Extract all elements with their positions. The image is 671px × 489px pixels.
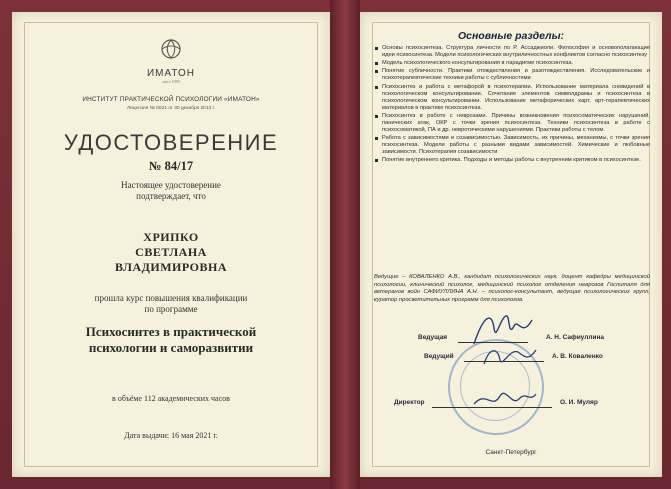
sign2-role: Ведущий xyxy=(424,353,454,360)
program-title xyxy=(12,324,330,356)
license-line: Лицензия № 0021 от 30 декабря 2013 г. xyxy=(126,106,216,111)
city-name: Санкт-Петербург xyxy=(485,449,537,456)
right-page xyxy=(360,12,662,477)
issue-date: Дата выдачи: 16 мая 2021 г. xyxy=(124,431,218,440)
lead-instructors-text: Ведущие – КОВАЛЕНКО А.В., кандидат психологических наук, доцент кафедры медицинской психологии, клинический психолог, медицинский психолог отделения неврозов Госпиталя для ветеранов войн САФИУЛЛИНА А.Н. – психолог-консультант, ведущая психологических групп, куратор просветительных программ для психологов. xyxy=(374,274,650,303)
document-title: УДОСТОВЕРЕНИЕ xyxy=(63,130,279,155)
intro-line-2: подтверждает, что xyxy=(136,191,206,201)
section-item: Понятие внутреннего критика. Подходы и методы работы с внутренним критиком в психосинтезе. xyxy=(374,157,650,164)
institute-name: ИНСТИТУТ ПРАКТИЧЕСКОЙ ПСИХОЛОГИИ «ИМАТОН» xyxy=(82,96,260,103)
brand-name: ИМАТОН xyxy=(146,68,196,79)
handwritten-signature-2 xyxy=(480,342,540,370)
section-item: Модель психологического консультирования в парадигме психосинтеза. xyxy=(374,60,650,67)
course-text xyxy=(12,293,330,315)
program-line-1: Психосинтез в практической xyxy=(85,324,257,339)
imaton-logo-icon xyxy=(156,34,186,64)
intro-line-1: Настоящее удостоверение xyxy=(121,180,221,190)
holder-patronymic: ВЛАДИМИРОВНА xyxy=(114,260,227,274)
section-item: Психосинтез в работе с неврозами. Причины возникновения психосоматических нарушений, панических атак, ОКР с точки зрения психосинтеза. Техники психосинтеза в работе с психосоматикой, ПА и др. невротическими нарушениями. Практики работы с телом. xyxy=(374,113,650,134)
program-line-2: психологии и саморазвитии xyxy=(88,340,254,355)
section-item: Психосинтез и работа с метафорой в психотерапии. Использование материала сновидений в психологическом консультировании. Сочетание элементов символдрамы и психосинтеза в психологическом консультировании. Использование метафорических карт, арт-терапевтических материалов в практике психосинтеза. xyxy=(374,84,650,112)
sign3-role: Директор xyxy=(394,399,425,406)
holder-first-name: СВЕТЛАНА xyxy=(135,245,207,259)
sign3-name: О. И. Муляр xyxy=(560,399,598,406)
intro-text xyxy=(12,180,330,202)
section-item: Понятие субличности. Практики отождествления и разотождествления. Исследовательские и психотерапевтические техники работы с субличностями xyxy=(374,68,650,82)
course-line-1: прошла курс повышения квалификации xyxy=(94,293,248,303)
section-item: Работа с зависимостями и созависимостью. Зависимость, их причины, механизмы, с точки зрения психосинтеза. Модели работы с разными видами зависимостей. Химические и любовные зависимости. Психотерапия созависимости xyxy=(374,135,650,156)
sign2-name: А. В. Коваленко xyxy=(552,353,603,360)
left-page xyxy=(12,12,330,477)
brand-subtitle: since 1990 xyxy=(162,79,180,84)
document-number: № 84/17 xyxy=(148,159,194,173)
cover-spine xyxy=(330,0,360,489)
holder-surname: ХРИПКО xyxy=(143,230,199,244)
sign1-name: А. Н. Сафиуллина xyxy=(546,334,605,341)
sections-title: Основные разделы: xyxy=(457,30,565,42)
section-item: Основы психосинтеза. Структура личности по Р. Ассаджиоли. Философия и основополагающие идеи психосинтеза. Модели психологических внутриличностных конфликтов согласно психосинтезу xyxy=(374,45,650,59)
sections-list xyxy=(374,45,650,165)
hours-text: в объёме 112 академических часов xyxy=(112,394,230,403)
handwritten-signature-3 xyxy=(470,384,540,414)
course-line-2: по программе xyxy=(144,304,198,314)
sign1-role: Ведущая xyxy=(418,334,448,341)
